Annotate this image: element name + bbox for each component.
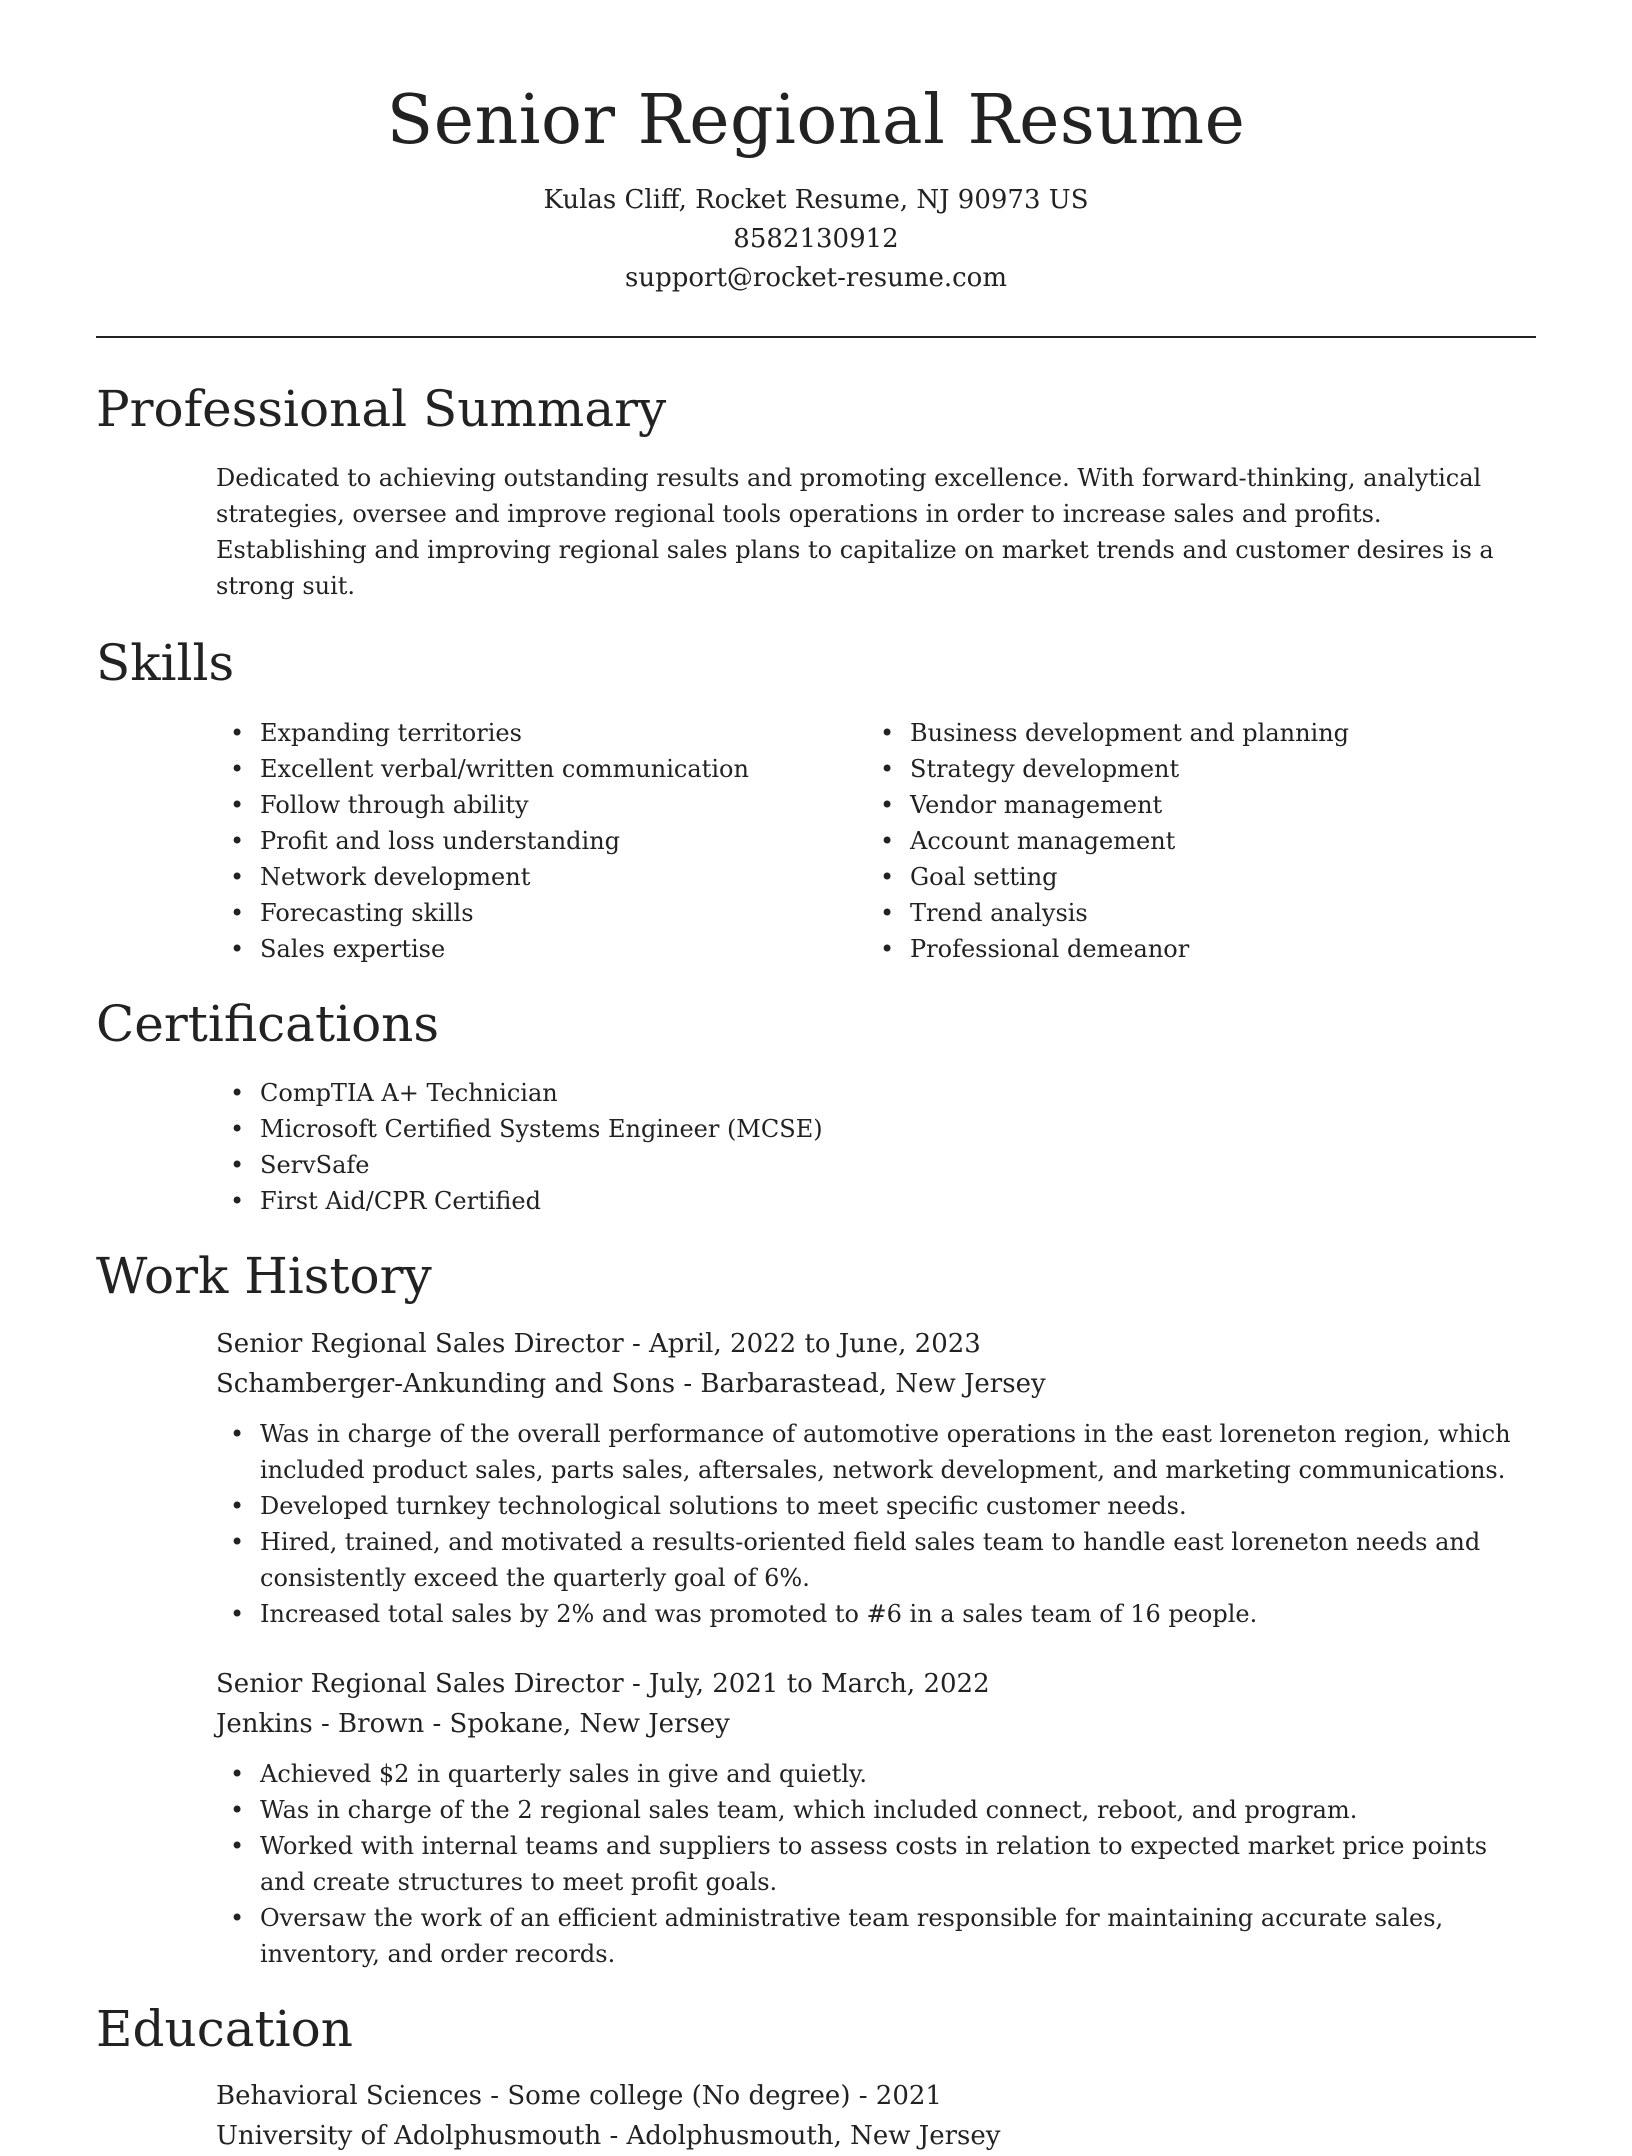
job-bullet: • Achieved $2 in quarterly sales in give and quietly.: [216, 1756, 1536, 1792]
job-title-line: Senior Regional Sales Director - April, 2022 to June, 2023: [216, 1328, 981, 1359]
resume-header: [96, 0, 1536, 298]
skill-item: • Strategy development: [866, 751, 1516, 787]
job-bullet: • Developed turnkey technological solutions to meet specific customer needs.: [216, 1488, 1536, 1524]
education-school-line: University of Adolphusmouth - Adolphusmouth, New Jersey: [216, 2121, 1001, 2152]
skill-item: • Follow through ability: [216, 787, 866, 823]
skill-item: • Expanding territories: [216, 715, 866, 751]
skill-item: • Network development: [216, 859, 866, 895]
certification-item: • CompTIA A+ Technician: [216, 1075, 1536, 1111]
skill-item: • Excellent verbal/written communication: [216, 751, 866, 787]
job-bullet: • Worked with internal teams and suppliers to assess costs in relation to expected market price points and create structures to meet profit goals.: [216, 1828, 1536, 1900]
skill-item: • Account management: [866, 823, 1516, 859]
skill-item: • Trend analysis: [866, 895, 1516, 931]
education-degree-line: Behavioral Sciences - Some college (No degree) - 2021: [216, 2081, 942, 2112]
education-section: [96, 1998, 1536, 2156]
job-bullet-list: [216, 1756, 1536, 1972]
contact-email: support@rocket-resume.com: [624, 262, 1007, 293]
job-bullet: • Was in charge of the 2 regional sales team, which included connect, reboot, and program.: [216, 1792, 1536, 1828]
skills-columns: [216, 715, 1536, 967]
job-bullet-list: [216, 1416, 1536, 1632]
certification-item: • ServSafe: [216, 1147, 1536, 1183]
resume-name: Senior Regional Resume: [386, 81, 1246, 160]
skill-item: • Profit and loss understanding: [216, 823, 866, 859]
skills-section: [96, 632, 1536, 967]
certifications-heading: Certifications: [96, 994, 440, 1053]
job-entry: [216, 1664, 1536, 1972]
summary-text: Dedicated to achieving outstanding results and promoting excellence. With forward-thinking, analytical strategies, oversee and improve regional tools operations in order to increase sales and profits. Establishing and improving regional sales plans to capitalize on market trends and customer desires is a strong suit.: [216, 464, 1494, 601]
skill-item: • Vendor management: [866, 787, 1516, 823]
certifications-list: [216, 1075, 1536, 1219]
skills-left-list: [216, 715, 866, 967]
summary-section: [96, 378, 1536, 605]
job-entry: [216, 1324, 1536, 1632]
skills-right-list: [866, 715, 1516, 967]
job-bullet: • Was in charge of the overall performance of automotive operations in the east loreneton region, which included product sales, parts sales, aftersales, network development, and marketing communications.: [216, 1416, 1536, 1488]
header-divider: [96, 336, 1536, 338]
skill-item: • Forecasting skills: [216, 895, 866, 931]
job-title-line: Senior Regional Sales Director - July, 2021 to March, 2022: [216, 1668, 990, 1699]
job-company-line: Jenkins - Brown - Spokane, New Jersey: [216, 1708, 730, 1739]
job-company-line: Schamberger-Ankunding and Sons - Barbarastead, New Jersey: [216, 1368, 1046, 1399]
certification-item: • Microsoft Certified Systems Engineer (MCSE): [216, 1111, 1536, 1147]
skill-item: • Professional demeanor: [866, 931, 1516, 967]
skills-heading: Skills: [96, 634, 235, 693]
skill-item: • Sales expertise: [216, 931, 866, 967]
education-heading: Education: [96, 1999, 353, 2058]
job-bullet: • Increased total sales by 2% and was promoted to #6 in a sales team of 16 people.: [216, 1596, 1536, 1632]
job-bullet: • Hired, trained, and motivated a results-oriented field sales team to handle east loreneton needs and consistently exceed the quarterly goal of 6%.: [216, 1524, 1536, 1596]
skill-item: • Business development and planning: [866, 715, 1516, 751]
contact-phone: 8582130912: [733, 223, 899, 254]
certifications-section: [96, 993, 1536, 1220]
contact-address: Kulas Cliff, Rocket Resume, NJ 90973 US: [543, 184, 1089, 215]
education-entry: [216, 2076, 1536, 2156]
summary-heading: Professional Summary: [96, 379, 667, 438]
work-history-section: [96, 1245, 1536, 1972]
skill-item: • Goal setting: [866, 859, 1516, 895]
certification-item: • First Aid/CPR Certified: [216, 1183, 1536, 1219]
work-history-heading: Work History: [96, 1247, 432, 1306]
contact-block: [96, 181, 1536, 298]
job-bullet: • Oversaw the work of an efficient administrative team responsible for maintaining accurate sales, inventory, and order records.: [216, 1900, 1536, 1972]
